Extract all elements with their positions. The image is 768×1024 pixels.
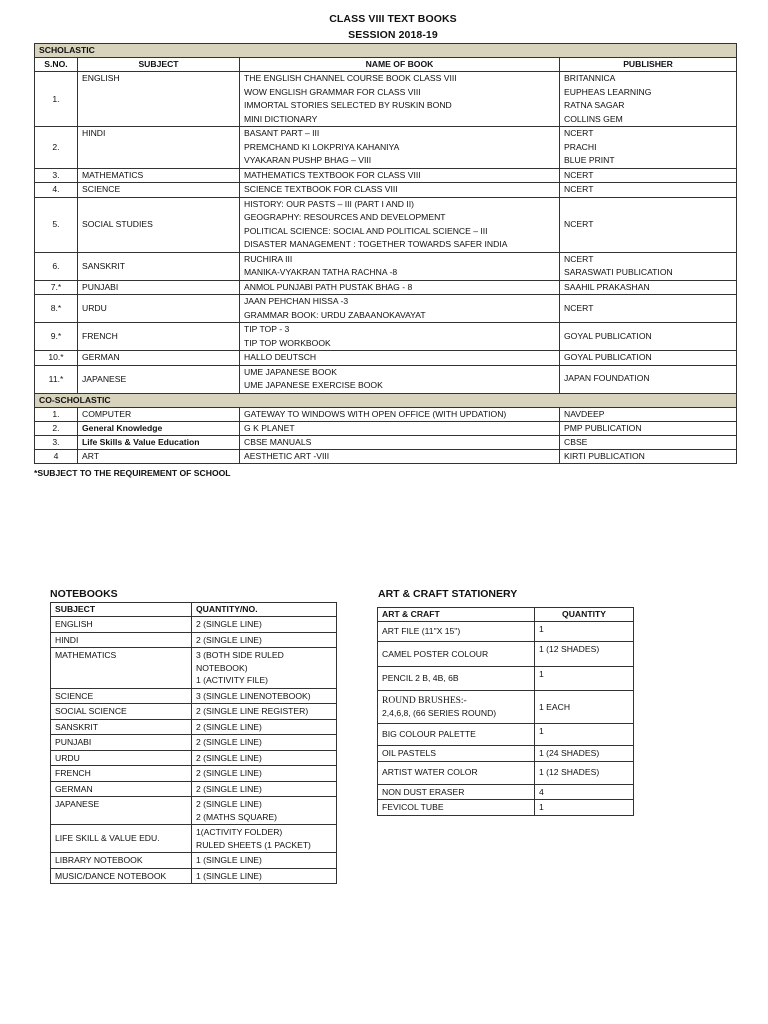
subject-cell: ENGLISH bbox=[78, 72, 240, 127]
quantity-cell: 4 bbox=[535, 784, 634, 800]
sno-cell: 11.* bbox=[35, 365, 78, 393]
table-row bbox=[51, 781, 337, 797]
publisher-cell bbox=[560, 295, 737, 323]
table-row bbox=[35, 252, 737, 280]
subject-cell: HINDI bbox=[51, 632, 192, 648]
subject-cell: SANSKRIT bbox=[78, 252, 240, 280]
notebooks-heading: NOTEBOOKS bbox=[50, 588, 118, 600]
quantity-line: NOTEBOOK) bbox=[196, 662, 248, 673]
table-row bbox=[35, 280, 737, 295]
quantity-cell bbox=[192, 632, 337, 648]
publisher-cell-line: EUPHEAS LEARNING bbox=[564, 86, 652, 97]
item-line: ARTIST WATER COLOR bbox=[382, 767, 478, 778]
book-cell bbox=[240, 168, 560, 183]
document-title: CLASS VIII TEXT BOOKS bbox=[329, 13, 457, 25]
publisher-cell bbox=[560, 252, 737, 280]
quantity-line: 1 (ACTIVITY FILE) bbox=[196, 675, 268, 685]
quantity-line: RULED SHEETS (1 PACKET) bbox=[196, 839, 311, 850]
sno-cell: 2. bbox=[35, 421, 78, 435]
quantity-cell bbox=[192, 853, 337, 869]
column-header: ART & CRAFT bbox=[378, 608, 535, 622]
table-row bbox=[35, 127, 737, 169]
quantity-cell bbox=[192, 704, 337, 720]
table-row bbox=[35, 323, 737, 351]
table-row bbox=[378, 642, 634, 667]
item-line: 2,4,6,8, (66 SERIES ROUND) bbox=[382, 708, 497, 718]
subject-cell: SCIENCE bbox=[51, 688, 192, 704]
subject-cell: ART bbox=[78, 449, 240, 463]
book-cell bbox=[240, 197, 560, 252]
quantity-cell bbox=[192, 735, 337, 751]
quantity-line: 1 (SINGLE LINE) bbox=[196, 870, 262, 881]
publisher-cell-line: NCERT bbox=[564, 218, 594, 229]
quantity-line: 2 (SINGLE LINE) bbox=[196, 783, 262, 794]
item-line: OIL PASTELS bbox=[382, 748, 436, 758]
item-line: FEVICOL TUBE bbox=[382, 802, 444, 812]
quantity-line: 2 (SINGLE LINE) bbox=[196, 721, 262, 732]
table-row bbox=[35, 168, 737, 183]
publisher-cell bbox=[560, 72, 737, 127]
subject-cell: URDU bbox=[51, 750, 192, 766]
sno-cell: 3. bbox=[35, 435, 78, 449]
book-cell-line: RUCHIRA III bbox=[244, 253, 293, 264]
publisher-cell: NAVDEEP bbox=[560, 407, 737, 421]
subject-cell: COMPUTER bbox=[78, 407, 240, 421]
publisher-cell-line: NCERT bbox=[564, 302, 594, 313]
book-cell-line: DISASTER MANAGEMENT : TOGETHER TOWARDS SAFER INDIA bbox=[244, 239, 508, 249]
book-cell-line: GRAMMAR BOOK: URDU ZABAANOKAVAYAT bbox=[244, 309, 426, 320]
sno-cell: 8.* bbox=[35, 295, 78, 323]
publisher-cell bbox=[560, 197, 737, 252]
quantity-cell bbox=[192, 719, 337, 735]
subject-cell: SANSKRIT bbox=[51, 719, 192, 735]
header-row bbox=[35, 58, 737, 72]
column-header: SUBJECT bbox=[51, 603, 192, 617]
publisher-cell: KIRTI PUBLICATION bbox=[560, 449, 737, 463]
book-cell-line: ANMOL PUNJABI PATH PUSTAK BHAG - 8 bbox=[244, 281, 413, 292]
publisher-cell bbox=[560, 183, 737, 198]
sno-cell: 2. bbox=[35, 127, 78, 169]
table-row bbox=[35, 197, 737, 252]
subject-cell: Life Skills & Value Education bbox=[78, 435, 240, 449]
quantity-cell bbox=[192, 648, 337, 689]
publisher-cell bbox=[560, 168, 737, 183]
table-row bbox=[35, 449, 737, 463]
subject-cell: LIFE SKILL & VALUE EDU. bbox=[51, 825, 192, 853]
publisher-cell-line: BRITANNICA bbox=[564, 73, 616, 83]
quantity-line: 2 (SINGLE LINE) bbox=[196, 619, 262, 629]
subject-cell: LIBRARY NOTEBOOK bbox=[51, 853, 192, 869]
publisher-cell-line: NCERT bbox=[564, 253, 594, 264]
item-line: ART FILE (11"X 15") bbox=[382, 626, 461, 637]
item-cell bbox=[378, 691, 535, 724]
quantity-cell: 1 bbox=[535, 667, 634, 691]
book-cell bbox=[240, 183, 560, 198]
book-cell-line: MANIKA-VYAKRAN TATHA RACHNA -8 bbox=[244, 267, 398, 277]
book-cell-line: HISTORY: OUR PASTS – III (PART I AND II) bbox=[244, 198, 415, 209]
publisher-cell bbox=[560, 351, 737, 366]
table-row bbox=[378, 800, 634, 816]
column-header: S.NO. bbox=[35, 58, 78, 72]
table-row bbox=[378, 761, 634, 784]
quantity-cell bbox=[192, 688, 337, 704]
publisher-cell-line: GOYAL PUBLICATION bbox=[564, 330, 652, 341]
sno-cell: 7.* bbox=[35, 280, 78, 295]
subject-cell: General Knowledge bbox=[78, 421, 240, 435]
publisher-cell-line: NCERT bbox=[564, 184, 594, 194]
table-row bbox=[35, 351, 737, 366]
quantity-line: 2 (SINGLE LINE) bbox=[196, 634, 262, 645]
sno-cell: 1. bbox=[35, 407, 78, 421]
publisher-cell bbox=[560, 127, 737, 169]
subject-cell: PUNJABI bbox=[51, 735, 192, 751]
quantity-line: 2 (SINGLE LINE) bbox=[196, 768, 262, 778]
table-row bbox=[51, 797, 337, 825]
item-cell bbox=[378, 642, 535, 667]
book-cell: GATEWAY TO WINDOWS WITH OPEN OFFICE (WITH UPDATION) bbox=[240, 407, 560, 421]
sno-cell: 6. bbox=[35, 252, 78, 280]
book-cell-line: HALLO DEUTSCH bbox=[244, 352, 317, 362]
column-header: PUBLISHER bbox=[560, 58, 737, 72]
quantity-cell bbox=[192, 825, 337, 853]
quantity-line: 2 (SINGLE LINE) bbox=[196, 752, 262, 763]
table-row bbox=[35, 421, 737, 435]
book-cell-line: PREMCHAND KI LOKPRIYA KAHANIYA bbox=[244, 141, 400, 152]
book-cell-line: SCIENCE TEXTBOOK FOR CLASS VIII bbox=[244, 184, 398, 194]
subject-cell: PUNJABI bbox=[78, 280, 240, 295]
book-cell-line: THE ENGLISH CHANNEL COURSE BOOK CLASS VIII bbox=[244, 73, 457, 83]
header-row bbox=[378, 608, 634, 622]
subject-cell: MUSIC/DANCE NOTEBOOK bbox=[51, 868, 192, 884]
header-row bbox=[51, 603, 337, 617]
subject-cell: JAPANESE bbox=[51, 797, 192, 825]
art-craft-heading: ART & CRAFT STATIONERY bbox=[378, 588, 518, 600]
table-row bbox=[35, 365, 737, 393]
table-row bbox=[51, 704, 337, 720]
quantity-cell: 1 bbox=[535, 622, 634, 642]
book-cell bbox=[240, 351, 560, 366]
table-row bbox=[51, 750, 337, 766]
table-row bbox=[35, 72, 737, 127]
publisher-cell-line: NCERT bbox=[564, 128, 594, 138]
book-cell bbox=[240, 252, 560, 280]
book-cell: AESTHETIC ART -VIII bbox=[240, 449, 560, 463]
column-header: SUBJECT bbox=[78, 58, 240, 72]
table-row bbox=[51, 735, 337, 751]
publisher-cell: CBSE bbox=[560, 435, 737, 449]
table-row bbox=[51, 632, 337, 648]
column-header: NAME OF BOOK bbox=[240, 58, 560, 72]
sno-cell: 10.* bbox=[35, 351, 78, 366]
subject-cell: MATHEMATICS bbox=[78, 168, 240, 183]
column-header: QUANTITY/NO. bbox=[192, 603, 337, 617]
quantity-line: 1(ACTIVITY FOLDER) bbox=[196, 827, 283, 837]
publisher-cell: PMP PUBLICATION bbox=[560, 421, 737, 435]
subject-cell: SOCIAL STUDIES bbox=[78, 197, 240, 252]
quantity-cell: 1 bbox=[535, 724, 634, 746]
sno-cell: 4. bbox=[35, 183, 78, 198]
quantity-line: 3 (SINGLE LINENOTEBOOK) bbox=[196, 690, 311, 701]
table-row bbox=[51, 617, 337, 633]
table-row bbox=[51, 766, 337, 782]
item-cell bbox=[378, 800, 535, 816]
subject-cell: URDU bbox=[78, 295, 240, 323]
column-header: QUANTITY bbox=[535, 608, 634, 622]
table-row bbox=[378, 691, 634, 724]
table-row bbox=[51, 825, 337, 853]
book-cell-line: MATHEMATICS TEXTBOOK FOR CLASS VIII bbox=[244, 169, 421, 180]
publisher-cell-line: SARASWATI PUBLICATION bbox=[564, 267, 673, 277]
book-cell-line: TIP TOP WORKBOOK bbox=[244, 337, 331, 348]
quantity-cell: 1 (24 SHADES) bbox=[535, 746, 634, 762]
table-row bbox=[378, 622, 634, 642]
table-row bbox=[51, 719, 337, 735]
book-cell-line: MINI DICTIONARY bbox=[244, 113, 318, 124]
book-cell bbox=[240, 295, 560, 323]
quantity-cell: 1 EACH bbox=[535, 691, 634, 724]
publisher-cell-line: GOYAL PUBLICATION bbox=[564, 352, 652, 362]
section-row-scholastic bbox=[35, 44, 737, 58]
book-cell-line: BASANT PART – III bbox=[244, 128, 320, 138]
publisher-cell-line: BLUE PRINT bbox=[564, 155, 615, 165]
subject-cell: MATHEMATICS bbox=[51, 648, 192, 689]
quantity-line: 1 (SINGLE LINE) bbox=[196, 855, 262, 865]
book-cell: CBSE MANUALS bbox=[240, 435, 560, 449]
book-cell-line: TIP TOP - 3 bbox=[244, 324, 290, 334]
footnote: *SUBJECT TO THE REQUIREMENT OF SCHOOL bbox=[34, 468, 231, 478]
quantity-cell bbox=[192, 781, 337, 797]
book-cell-line: JAAN PEHCHAN HISSA -3 bbox=[244, 296, 349, 306]
book-cell-line: VYAKARAN PUSHP BHAG – VIII bbox=[244, 155, 372, 165]
table-row bbox=[51, 688, 337, 704]
item-line: PENCIL 2 B, 4B, 6B bbox=[382, 673, 459, 684]
quantity-line: 2 (SINGLE LINE) bbox=[196, 737, 262, 747]
quantity-cell: 1 (12 SHADES) bbox=[535, 761, 634, 784]
item-line: BIG COLOUR PALETTE bbox=[382, 729, 476, 740]
book-cell bbox=[240, 72, 560, 127]
subject-cell: GERMAN bbox=[51, 781, 192, 797]
publisher-cell-line: RATNA SAGAR bbox=[564, 100, 625, 110]
quantity-line: 2 (MATHS SQUARE) bbox=[196, 811, 278, 822]
publisher-cell-line: NCERT bbox=[564, 169, 594, 180]
quantity-cell bbox=[192, 766, 337, 782]
book-cell: G K PLANET bbox=[240, 421, 560, 435]
table-row bbox=[35, 183, 737, 198]
table-row bbox=[378, 667, 634, 691]
publisher-cell bbox=[560, 280, 737, 295]
quantity-line: 2 (SINGLE LINE REGISTER) bbox=[196, 706, 309, 716]
subject-cell: SOCIAL SCIENCE bbox=[51, 704, 192, 720]
table-row bbox=[378, 724, 634, 746]
textbooks-table bbox=[34, 43, 737, 464]
quantity-cell bbox=[192, 868, 337, 884]
book-cell-line: GEOGRAPHY: RESOURCES AND DEVELOPMENT bbox=[244, 212, 446, 222]
sno-cell: 9.* bbox=[35, 323, 78, 351]
notebooks-table bbox=[50, 602, 337, 884]
item-cell bbox=[378, 622, 535, 642]
subject-cell: ENGLISH bbox=[51, 617, 192, 633]
publisher-cell bbox=[560, 323, 737, 351]
book-cell bbox=[240, 280, 560, 295]
publisher-cell-line: JAPAN FOUNDATION bbox=[564, 373, 650, 384]
subject-cell: HINDI bbox=[78, 127, 240, 169]
section-label-scholastic: SCHOLASTIC bbox=[35, 44, 737, 58]
book-cell-line: IMMORTAL STORIES SELECTED BY RUSKIN BOND bbox=[244, 100, 452, 110]
quantity-line: 2 (SINGLE LINE) bbox=[196, 799, 262, 809]
quantity-cell bbox=[192, 617, 337, 633]
sno-cell: 3. bbox=[35, 168, 78, 183]
book-cell bbox=[240, 323, 560, 351]
subject-cell: FRENCH bbox=[78, 323, 240, 351]
table-row bbox=[35, 295, 737, 323]
sno-cell: 1. bbox=[35, 72, 78, 127]
book-cell-line: WOW ENGLISH GRAMMAR FOR CLASS VIII bbox=[244, 86, 421, 97]
item-line: ROUND BRUSHES:- bbox=[382, 695, 467, 706]
item-cell bbox=[378, 746, 535, 762]
quantity-line: 3 (BOTH SIDE RULED bbox=[196, 650, 284, 660]
sno-cell: 5. bbox=[35, 197, 78, 252]
book-cell bbox=[240, 127, 560, 169]
item-cell bbox=[378, 724, 535, 746]
session-label: SESSION 2018-19 bbox=[348, 29, 438, 41]
item-line: NON DUST ERASER bbox=[382, 786, 465, 797]
book-cell-line: UME JAPANESE BOOK bbox=[244, 366, 337, 377]
quantity-cell: 1 bbox=[535, 800, 634, 816]
book-cell-line: POLITICAL SCIENCE: SOCIAL AND POLITICAL SCIENCE – III bbox=[244, 225, 488, 236]
publisher-cell-line: COLLINS GEM bbox=[564, 113, 623, 124]
book-cell bbox=[240, 365, 560, 393]
item-cell bbox=[378, 667, 535, 691]
art-craft-table bbox=[377, 607, 634, 816]
publisher-cell-line: SAAHIL PRAKASHAN bbox=[564, 281, 650, 292]
item-line: CAMEL POSTER COLOUR bbox=[382, 648, 489, 659]
table-row bbox=[51, 868, 337, 884]
quantity-cell: 1 (12 SHADES) bbox=[535, 642, 634, 667]
item-cell bbox=[378, 761, 535, 784]
subject-cell: JAPANESE bbox=[78, 365, 240, 393]
book-cell-line: UME JAPANESE EXERCISE BOOK bbox=[244, 380, 383, 390]
table-row bbox=[35, 435, 737, 449]
quantity-cell bbox=[192, 750, 337, 766]
section-row-co-scholastic bbox=[35, 393, 737, 407]
subject-cell: GERMAN bbox=[78, 351, 240, 366]
table-row bbox=[51, 648, 337, 689]
publisher-cell-line: PRACHI bbox=[564, 141, 597, 152]
section-label-co-scholastic: CO-SCHOLASTIC bbox=[35, 393, 737, 407]
quantity-cell bbox=[192, 797, 337, 825]
publisher-cell bbox=[560, 365, 737, 393]
item-cell bbox=[378, 784, 535, 800]
table-row bbox=[35, 407, 737, 421]
subject-cell: SCIENCE bbox=[78, 183, 240, 198]
table-row bbox=[378, 746, 634, 762]
table-row bbox=[51, 853, 337, 869]
table-row bbox=[378, 784, 634, 800]
subject-cell: FRENCH bbox=[51, 766, 192, 782]
sno-cell: 4 bbox=[35, 449, 78, 463]
